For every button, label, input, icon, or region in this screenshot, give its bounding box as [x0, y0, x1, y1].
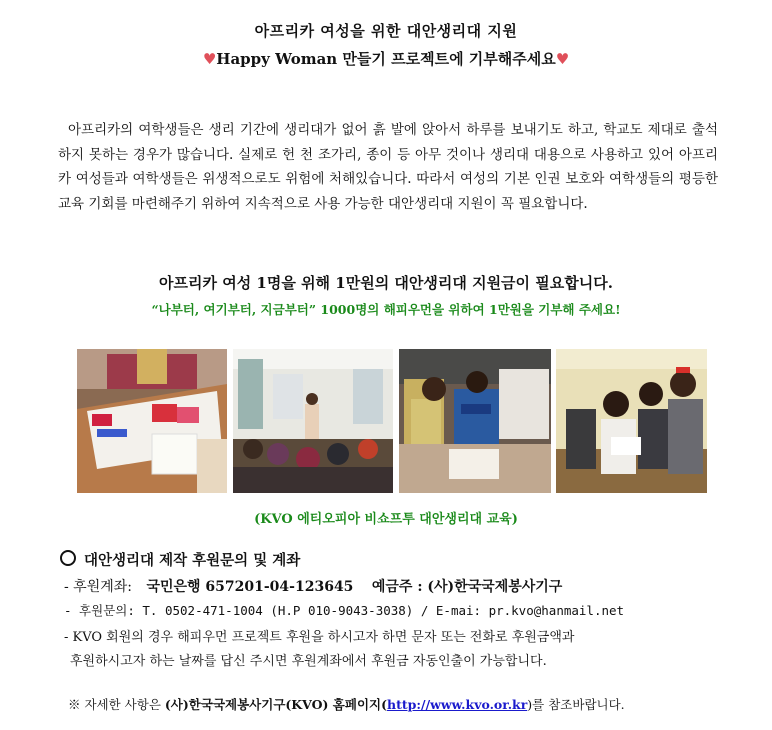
contact-heading: 대안생리대 제작 후원문의 및 계좌 — [60, 549, 300, 570]
page-title: 아프리카 여성을 위한 대안생리대 지원 — [254, 22, 518, 40]
heart-icon: ♥ — [555, 50, 570, 68]
subtitle-text: Happy Woman 만들기 프로젝트에 기부해주세요 — [216, 50, 556, 68]
footer-note: ※ 자세한 사항은 (사)한국국제봉사기구(KVO) 홈페이지(http://www.kvo.or.kr)를 참조바랍니다. — [68, 697, 625, 712]
member-note-line1: - KVO 회원의 경우 해피우먼 프로젝트 후원을 하시고자 하면 문자 또는 전화로 후원금액과 — [64, 630, 575, 645]
heart-icon: ♥ — [202, 50, 217, 68]
account-holder: 예금주 : (사)한국국제봉사기구 — [371, 579, 563, 595]
photo-caption: (KVO 에티오피아 비쇼프투 대안생리대 교육) — [254, 512, 518, 527]
photo-girls-sewing — [399, 349, 551, 493]
page-subtitle — [0, 48, 772, 69]
account-number: 국민은행 657201-04-123645 — [146, 579, 354, 595]
photo-classroom — [233, 349, 393, 493]
slogan-text: “나부터, 여기부터, 지금부터” 1000명의 해피우먼을 위하여 1만원을 기부해 주세요! — [151, 302, 621, 317]
funding-need-text: 아프리카 여성 1명을 위해 1만원의 대안생리대 지원금이 필요합니다. — [159, 274, 613, 292]
homepage-link[interactable]: http://www.kvo.or.kr — [387, 697, 528, 712]
account-line: - 후원계좌: 국민은행 657201-04-123645 예금주 : (사)한국국제봉사기구 — [64, 579, 563, 595]
member-note-line2: 후원하시고자 하는 날짜를 답신 주시면 후원계좌에서 후원금 자동인출이 가능합니다. — [70, 654, 547, 669]
inquiry-line: - 후원문의: T. 0502-471-1004 (H.P 010-9043-3038) / E-mai: pr.kvo@hanmail.net — [64, 603, 625, 618]
circle-bullet-icon — [60, 550, 76, 566]
photo-smiling-girls — [556, 349, 707, 493]
photo-workshop-table — [77, 349, 227, 493]
intro-paragraph: 아프리카의 여학생들은 생리 기간에 생리대가 없어 흙 발에 앉아서 하루를 보내기도 하고, 학교도 제대로 출석하지 못하는 경우가 많습니다. 실제로 헌 천 조가리, 종이 등 아무 것이나 생리대 대용으로 사용하고 있어 아프리카 여성들과 여학생들은 위생적으로도 위험에 처해있습니다. 따라서 여성의 기본 인권 보호와 여학생들의 평등한 교육 기회를 마련해주기 위하여 지속적으로 사용 가능한 대안생리대 지원이 꼭 필요합니다. — [58, 122, 718, 212]
